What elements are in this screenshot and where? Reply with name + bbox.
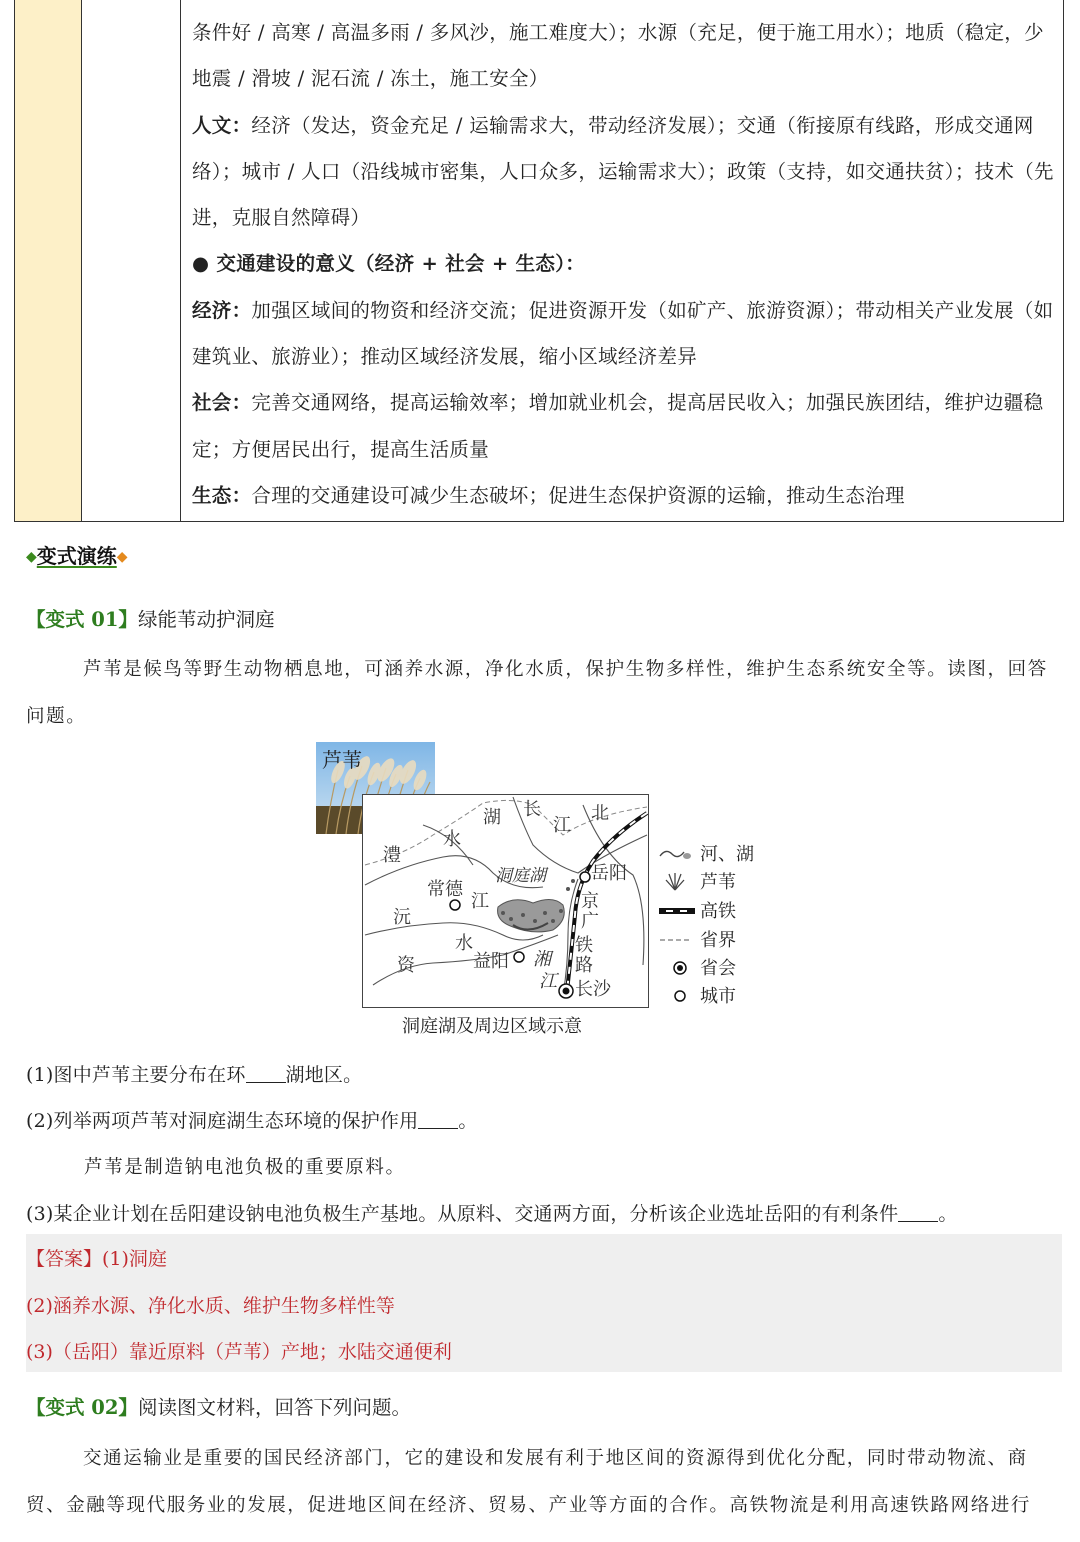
map-label-hu: 湖 bbox=[483, 807, 501, 828]
question-2 bbox=[26, 1106, 478, 1133]
answer-line-1: 【答案】(1)洞庭 bbox=[26, 1248, 167, 1270]
answer-line-2: (2)涵养水源、净化水质、维护生物多样性等 bbox=[26, 1295, 395, 1317]
legend-item bbox=[658, 840, 788, 866]
variant-02-intro-text: 交通运输业是重要的国民经济部门，它的建设和发展有利于地区间的资源得到优化分配，同时带动物流、商贸、金融等现代服务业的发展，促进地区间在经济、贸易、产业等方面的合作。高铁物流是利用高速铁路网络进行 bbox=[26, 1448, 1032, 1516]
map-label-yiyang: 益阳 bbox=[473, 951, 509, 972]
map-label-changde: 常德 bbox=[427, 879, 463, 900]
variant-01-title: 绿能苇动护洞庭 bbox=[137, 608, 275, 631]
map-label-tie: 铁 bbox=[575, 935, 593, 956]
variant-02-heading bbox=[26, 1392, 411, 1420]
yueyang-city-marker bbox=[580, 872, 590, 882]
legend-item bbox=[658, 868, 788, 894]
legend-label: 省界 bbox=[700, 930, 736, 951]
map-label-yuan: 沅 bbox=[393, 907, 411, 928]
map-caption: 洞庭湖及周边区域示意 bbox=[402, 1016, 582, 1037]
question-2-text: (2)列举两项芦苇对洞庭湖生态环境的保护作用 bbox=[26, 1110, 419, 1132]
answer-line-3: (3)（岳阳）靠近原料（芦苇）产地；水陆交通便利 bbox=[26, 1341, 452, 1363]
variant-02-title: 阅读图文材料，回答下列问题。 bbox=[137, 1396, 411, 1419]
map-label-changsha: 长沙 bbox=[575, 979, 611, 1000]
society-text: 完善交通网络，提高运输效率；增加就业机会，提高居民收入；加强民族团结，维护边疆稳定；方便居民出行，提高生活质量 bbox=[192, 391, 1044, 461]
society-paragraph bbox=[192, 380, 1062, 473]
material-note: 芦苇是制造钠电池负极的重要原料。 bbox=[84, 1157, 406, 1178]
map-label-jiang2: 江 bbox=[471, 891, 489, 912]
map-label-dongtinghu: 洞庭湖 bbox=[495, 866, 546, 886]
variant-01-tag: 【变式 01】 bbox=[26, 608, 138, 631]
reed-icon bbox=[658, 870, 692, 892]
legend-label: 河、湖 bbox=[700, 844, 754, 865]
diamond-icon: ◆ bbox=[116, 549, 128, 565]
legend-item bbox=[658, 926, 788, 952]
high-speed-rail-icon bbox=[658, 901, 696, 921]
diamond-icon: ◆ bbox=[26, 549, 37, 565]
city-icon bbox=[658, 986, 694, 1006]
map-label-jing: 京 bbox=[581, 891, 599, 912]
ecology-paragraph bbox=[192, 473, 1062, 519]
question-1-text: (1)图中芦苇主要分布在环 bbox=[26, 1064, 246, 1086]
question-2-blank[interactable] bbox=[418, 1110, 458, 1129]
provincial-capital-icon bbox=[658, 958, 694, 978]
map-label-lu: 路 bbox=[575, 955, 593, 976]
map-label-bei: 北 bbox=[591, 803, 609, 824]
human-label: 人文： bbox=[192, 113, 252, 137]
variant-01-intro bbox=[26, 646, 1060, 740]
legend-label: 高铁 bbox=[700, 901, 736, 922]
map-label-xiang: 湘 bbox=[533, 949, 551, 970]
legend-label: 省会 bbox=[700, 958, 736, 979]
section-title bbox=[26, 540, 128, 569]
map-label-yueyang: 岳阳 bbox=[591, 863, 627, 884]
question-1 bbox=[26, 1060, 362, 1087]
legend-item bbox=[658, 897, 788, 923]
section-title-text: 变式演练 bbox=[36, 544, 117, 568]
variant-01-heading bbox=[26, 604, 274, 632]
map-label-chang: 长 bbox=[523, 799, 541, 820]
natural-conditions-text: 条件好 / 高寒 / 高温多雨 / 多风沙，施工难度大）；水源（充足，便于施工用水）；地质（稳定，少地震 / 滑坡 / 泥石流 / 冻土，施工安全） bbox=[192, 21, 1044, 91]
knowledge-table bbox=[14, 0, 1064, 522]
map-label-zi: 资 bbox=[397, 955, 415, 976]
question-2-suffix: 。 bbox=[458, 1110, 478, 1132]
river-lake-icon bbox=[658, 844, 692, 864]
ecology-label: 生态： bbox=[192, 483, 252, 507]
changde-city-marker bbox=[450, 900, 460, 910]
legend-item bbox=[658, 954, 788, 980]
ecology-text: 合理的交通建设可减少生态破坏；促进生态保护资源的运输，推动生态治理 bbox=[251, 483, 905, 507]
reed-photo-label: 芦苇 bbox=[322, 748, 362, 772]
human-factors-paragraph bbox=[192, 103, 1062, 242]
question-3-text: (3)某企业计划在岳阳建设钠电池负极生产基地。从原料、交通两方面，分析该企业选址岳阳的有利条件 bbox=[26, 1203, 899, 1225]
map-label-jiang: 江 bbox=[553, 815, 571, 836]
question-1-blank[interactable] bbox=[246, 1064, 286, 1083]
society-label: 社会： bbox=[192, 391, 252, 415]
table-column-topic bbox=[82, 0, 181, 521]
map-label-shui2: 水 bbox=[455, 933, 473, 954]
legend-item bbox=[658, 982, 788, 1008]
question-3 bbox=[26, 1199, 958, 1226]
table-content-cell bbox=[192, 10, 1062, 519]
map-label-shui: 水 bbox=[443, 829, 461, 850]
variant-02-tag: 【变式 02】 bbox=[26, 1396, 138, 1419]
question-1-suffix: 湖地区。 bbox=[285, 1064, 363, 1086]
answer-box bbox=[26, 1234, 1062, 1372]
legend-label: 城市 bbox=[700, 986, 736, 1007]
map-label-guang: 广 bbox=[581, 911, 599, 932]
economy-text: 加强区域间的物资和经济交流；促进资源开发（如矿产、旅游资源）；带动相关产业发展（如建筑业、旅游业）；推动区域经济发展，缩小区域经济差异 bbox=[192, 298, 1054, 369]
variant-01-intro-text: 芦苇是候鸟等野生动物栖息地，可涵养水源，净化水质，保护生物多样性，维护生态系统安全等。读图，回答问题。 bbox=[26, 659, 1048, 727]
province-border-icon bbox=[658, 930, 694, 950]
question-3-suffix: 。 bbox=[938, 1203, 958, 1225]
question-3-blank[interactable] bbox=[898, 1203, 938, 1222]
map-label-jiang3: 江 bbox=[539, 971, 557, 992]
significance-heading: ● 交通建设的意义（经济 + 社会 + 生态）： bbox=[192, 252, 586, 276]
economy-label: 经济： bbox=[192, 298, 252, 322]
economy-paragraph bbox=[192, 288, 1062, 381]
yiyang-city-marker bbox=[514, 952, 524, 962]
dongting-map-figure bbox=[316, 742, 776, 1038]
legend-label: 芦苇 bbox=[700, 872, 736, 893]
variant-02-intro bbox=[26, 1435, 1060, 1529]
map-frame bbox=[362, 794, 649, 1008]
table-column-category bbox=[15, 0, 82, 521]
human-text: 经济（发达，资金充足 / 运输需求大，带动经济发展）；交通（衔接原有线路，形成交通网络）；城市 / 人口（沿线城市密集，人口众多，运输需求大）；政策（支持，如交通扶贫）；技术（先进，克服自然障碍） bbox=[192, 113, 1054, 230]
map-label-li: 澧 bbox=[383, 845, 401, 866]
